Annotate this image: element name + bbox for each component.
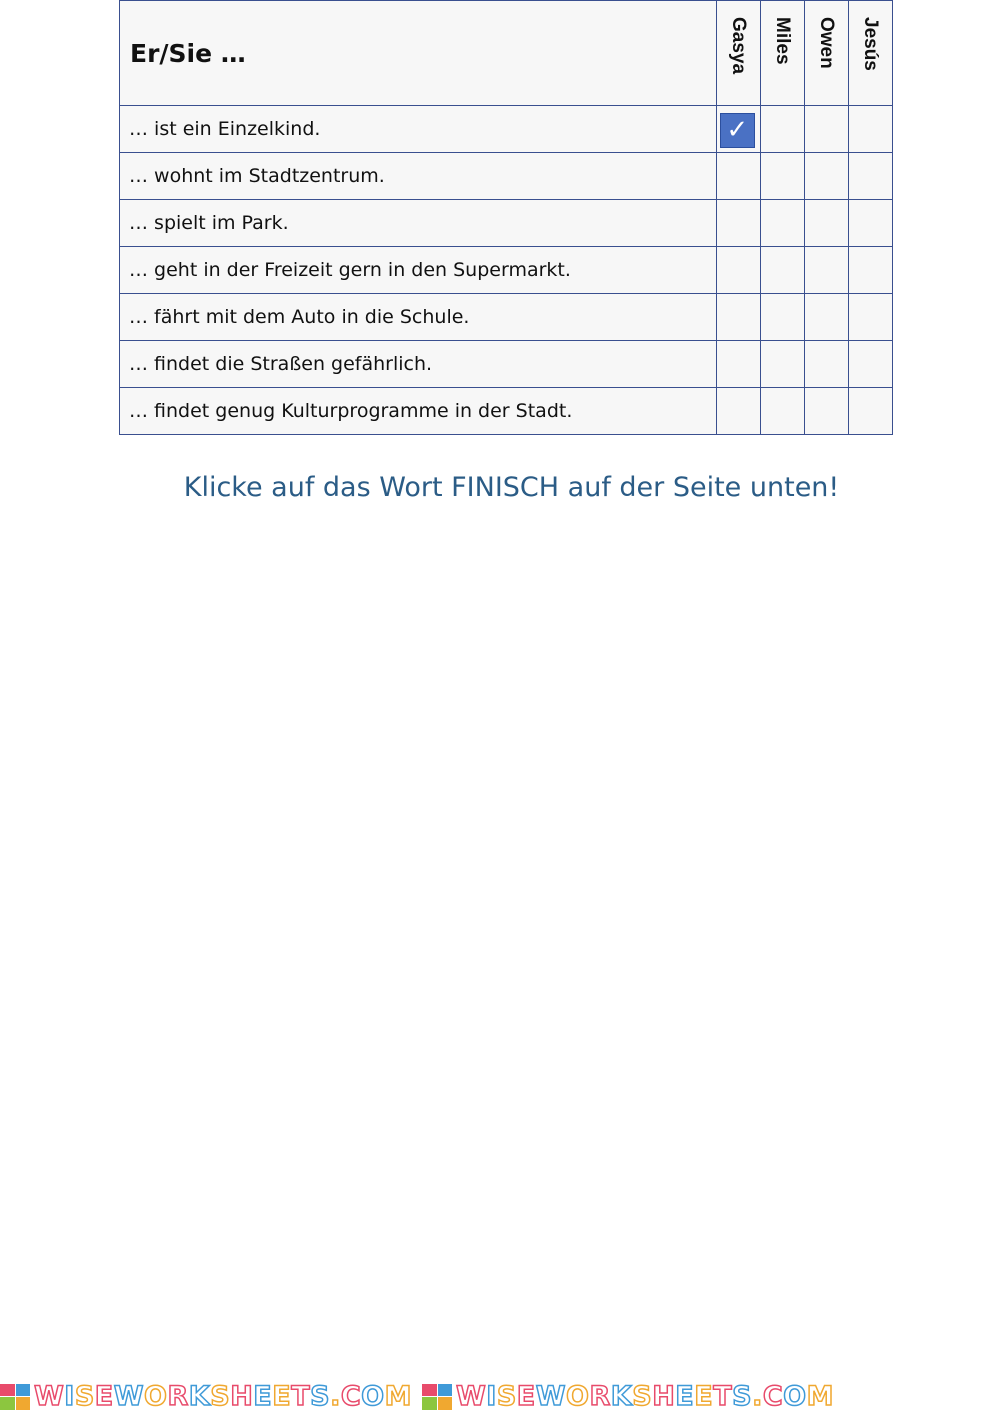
name-label: Owen xyxy=(816,17,838,69)
checkbox-cell[interactable] xyxy=(848,341,892,388)
checkbox-cell[interactable] xyxy=(716,294,760,341)
name-label: Gasya xyxy=(728,17,750,75)
statement-text: … wohnt im Stadtzentrum. xyxy=(120,153,717,200)
name-header-gasya xyxy=(716,1,760,106)
wise-logo-icon xyxy=(422,1384,452,1410)
checkbox-cell[interactable] xyxy=(760,153,804,200)
statement-text: … findet die Straßen gefährlich. xyxy=(120,341,717,388)
checkbox-cell[interactable] xyxy=(804,106,848,153)
matching-table xyxy=(119,0,893,435)
checkbox-cell[interactable] xyxy=(848,294,892,341)
checkbox-cell[interactable] xyxy=(760,341,804,388)
checkbox-cell[interactable] xyxy=(804,247,848,294)
table-row xyxy=(120,388,893,435)
statement-text: … findet genug Kulturprogramme in der Stadt. xyxy=(120,388,717,435)
checkbox-cell[interactable] xyxy=(760,200,804,247)
watermark-group xyxy=(422,1381,834,1412)
table-row xyxy=(120,247,893,294)
name-header-jesus xyxy=(848,1,892,106)
table-row xyxy=(120,200,893,247)
watermark-text: WISEWORKSHEETS.COM xyxy=(34,1381,412,1412)
watermark-group xyxy=(0,1381,412,1412)
checkbox-cell[interactable] xyxy=(804,294,848,341)
checkbox-cell[interactable] xyxy=(716,153,760,200)
statement-text: … geht in der Freizeit gern in den Supermarkt. xyxy=(120,247,717,294)
checkbox-cell[interactable] xyxy=(804,388,848,435)
wise-logo-icon xyxy=(0,1384,30,1410)
checkbox-cell[interactable] xyxy=(848,388,892,435)
checkmark-icon: ✓ xyxy=(720,113,755,148)
table-header-title: Er/Sie … xyxy=(120,1,717,106)
footer-watermark xyxy=(0,1380,1000,1413)
checkbox-cell[interactable] xyxy=(848,153,892,200)
checkbox-cell[interactable] xyxy=(716,388,760,435)
checkbox-cell[interactable] xyxy=(760,388,804,435)
table-row xyxy=(120,153,893,200)
checkbox-cell[interactable] xyxy=(848,200,892,247)
statement-text: … ist ein Einzelkind. xyxy=(120,106,717,153)
checkbox-cell[interactable] xyxy=(848,247,892,294)
checkbox-cell[interactable] xyxy=(716,247,760,294)
checkbox-cell[interactable] xyxy=(760,294,804,341)
table-row xyxy=(120,294,893,341)
name-header-owen xyxy=(804,1,848,106)
checkbox-cell[interactable] xyxy=(804,153,848,200)
checkbox-cell[interactable] xyxy=(760,106,804,153)
table-row xyxy=(120,341,893,388)
checkbox-cell[interactable] xyxy=(804,200,848,247)
header-row xyxy=(120,1,893,106)
checkbox-cell[interactable] xyxy=(804,341,848,388)
checkbox-cell[interactable] xyxy=(716,200,760,247)
name-label: Jesús xyxy=(860,17,882,71)
statement-text: … fährt mit dem Auto in die Schule. xyxy=(120,294,717,341)
checkbox-cell[interactable] xyxy=(848,106,892,153)
watermark-text: WISEWORKSHEETS.COM xyxy=(456,1381,834,1412)
checkbox-cell[interactable] xyxy=(760,247,804,294)
instruction-text: Klicke auf das Wort FINISCH auf der Seite unten! xyxy=(183,472,840,503)
table-row xyxy=(120,106,893,153)
statement-text: … spielt im Park. xyxy=(120,200,717,247)
name-header-miles xyxy=(760,1,804,106)
name-label: Miles xyxy=(772,17,794,65)
checkbox-cell[interactable] xyxy=(716,341,760,388)
checkbox-cell[interactable] xyxy=(716,106,760,153)
